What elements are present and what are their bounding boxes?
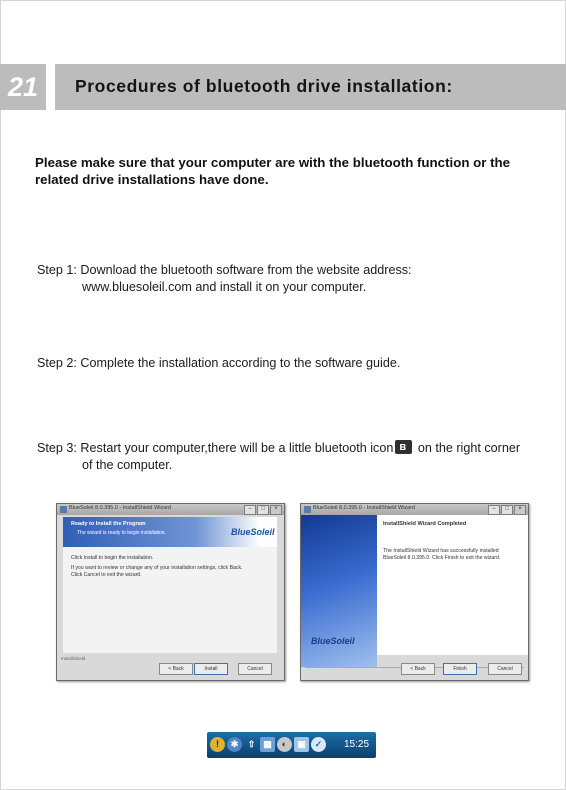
back-button: < Back	[159, 663, 193, 675]
maximize-icon: □	[501, 505, 513, 515]
app-icon	[60, 506, 67, 513]
step-text: Restart your computer,there will be a little bluetooth icon	[80, 441, 394, 455]
cancel-button: Cancel	[488, 663, 522, 675]
wizard-content	[377, 515, 528, 655]
step-1	[37, 262, 412, 296]
bluesoleil-logo: BlueSoleil	[311, 636, 355, 646]
system-tray	[207, 732, 376, 758]
completion-heading: InstallShield Wizard Completed	[383, 521, 467, 527]
bluesoleil-logo: BlueSoleil	[231, 527, 275, 537]
step-text: Complete the installation according to the software guide.	[80, 356, 401, 370]
minimize-icon: –	[244, 505, 256, 515]
finish-button: Finish	[443, 663, 477, 675]
window-title: BlueSoleil 8.0.395.0 - InstallShield Wizard	[313, 505, 416, 511]
wizard-side-panel	[301, 515, 377, 667]
warning-icon: !	[210, 737, 225, 752]
close-icon: ×	[270, 505, 282, 515]
step-continuation: www.bluesoleil.com and install it on your computer.	[82, 279, 367, 294]
close-icon: ×	[514, 505, 526, 515]
step-continuation: of the computer.	[82, 457, 173, 472]
page-number: 21	[0, 64, 46, 110]
back-button: < Back	[401, 663, 435, 675]
header-bar	[55, 64, 566, 110]
cancel-button: Cancel	[238, 663, 272, 675]
banner-heading: Ready to Install the Program	[71, 521, 146, 527]
network-icon: ▦	[260, 737, 275, 752]
step-label: Step 2:	[37, 356, 77, 370]
step-2	[37, 355, 400, 372]
speaker-icon: ◐	[277, 737, 292, 752]
step-label: Step 1:	[37, 263, 77, 277]
window-title: BlueSoleil 8.0.395.0 - InstallShield Wizard	[69, 505, 172, 511]
step-3	[37, 440, 520, 474]
title-bar	[301, 504, 528, 515]
instruction-line: If you want to review or change any of your installation settings, click Back. Click Cancel to exit the wizard.	[71, 565, 243, 578]
step-text: Download the bluetooth software from the website address:	[80, 263, 412, 277]
clock-time: 15:25	[344, 739, 370, 750]
installshield-label: InstallShield	[61, 656, 86, 661]
section-title: Procedures of bluetooth drive installation:	[75, 76, 453, 96]
minimize-icon: –	[488, 505, 500, 515]
completion-text: The InstallShield Wizard has successfully installed BlueSoleil 8.0.395.0. Click Finish to exit the wizard.	[383, 548, 501, 561]
installer-complete-screenshot	[300, 503, 529, 681]
installer-ready-screenshot	[56, 503, 285, 681]
install-button: Install	[194, 663, 228, 675]
step-label: Step 3:	[37, 441, 77, 455]
shield-icon: ✓	[311, 737, 326, 752]
arrow-icon: ⇧	[247, 739, 256, 749]
wizard-banner	[63, 517, 277, 547]
wizard-content	[63, 547, 277, 653]
banner-subtitle: The wizard is ready to begin installation.	[77, 530, 166, 536]
bluetooth-icon	[395, 440, 412, 454]
bluetooth-icon: ✱	[227, 737, 242, 752]
maximize-icon: □	[257, 505, 269, 515]
title-bar	[57, 504, 284, 515]
monitor-icon: ▣	[294, 737, 309, 752]
intro-text: Please make sure that your computer are with the bluetooth function or the related drive installations have done.	[35, 155, 511, 187]
step-text-after: on the right corner	[417, 441, 521, 455]
instruction-line: Click Install to begin the installation.	[71, 555, 154, 561]
app-icon	[304, 506, 311, 513]
